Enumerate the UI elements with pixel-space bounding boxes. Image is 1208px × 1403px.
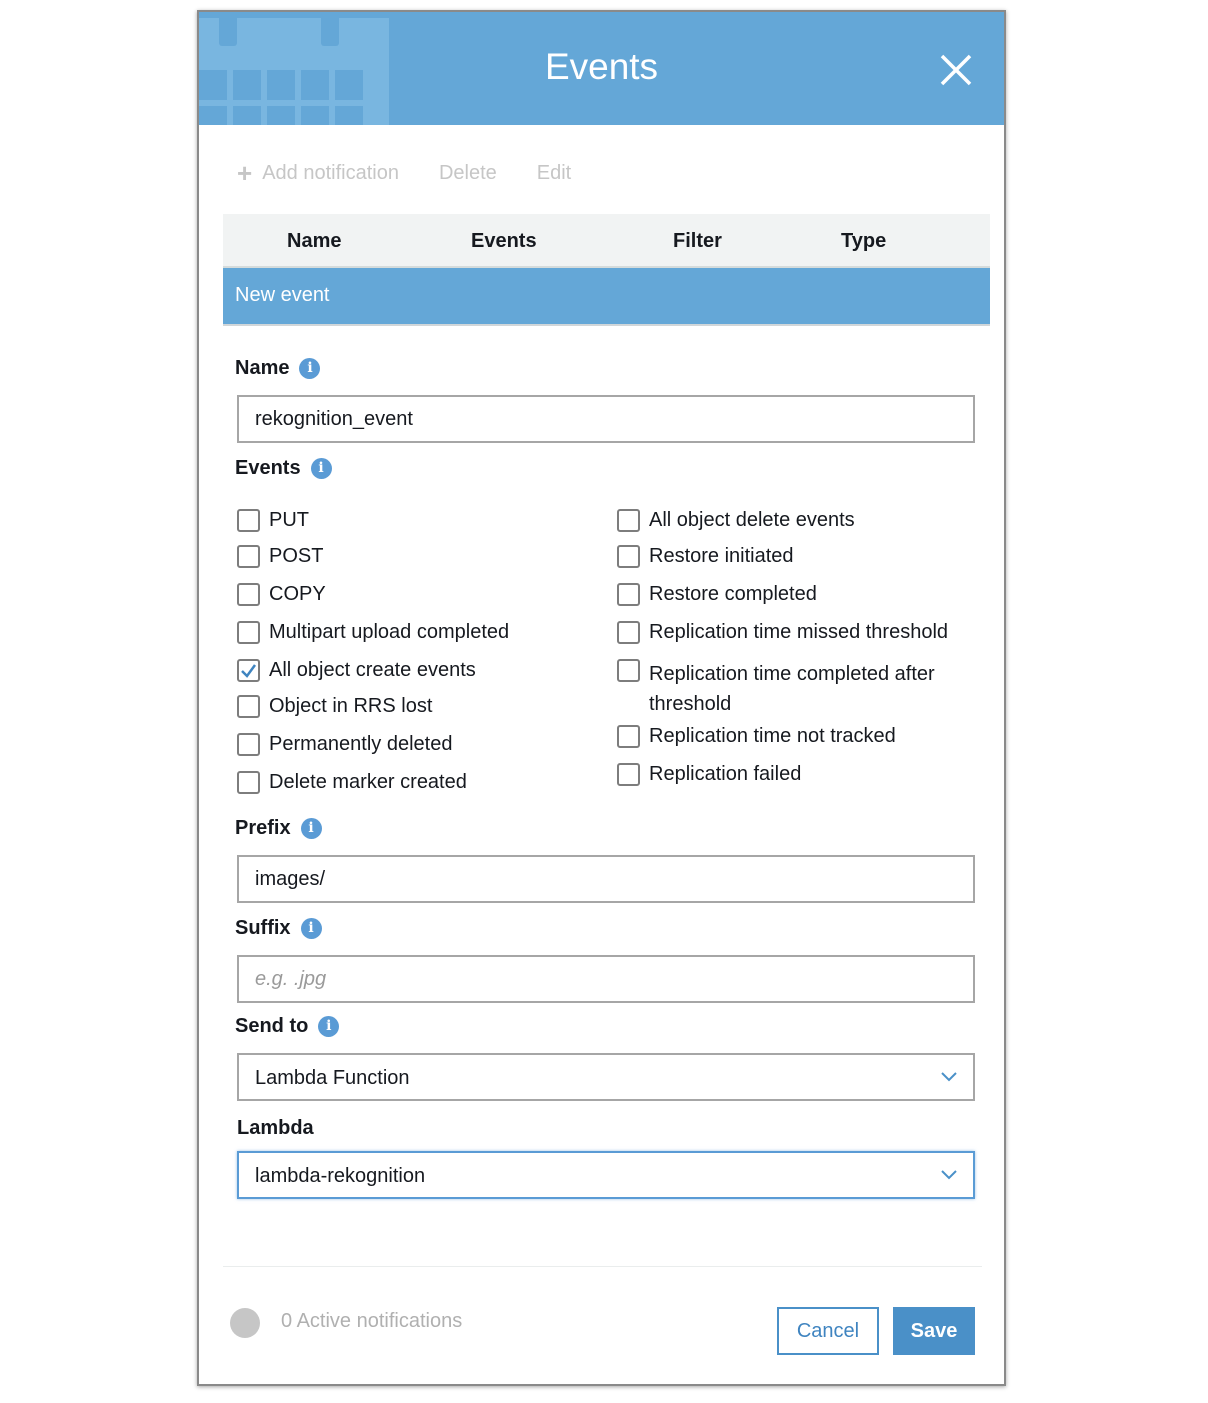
event-checkbox-label: PUT <box>269 509 309 531</box>
column-header-events[interactable]: Events <box>471 230 537 252</box>
dialog-title: Events <box>544 46 659 87</box>
event-checkbox-label: POST <box>269 545 324 567</box>
edit-button[interactable]: Edit <box>536 161 572 184</box>
chevron-down-icon <box>941 1072 957 1082</box>
save-button[interactable]: Save <box>893 1307 975 1355</box>
event-checkbox-row[interactable] <box>617 621 948 644</box>
prefix-label <box>235 817 322 840</box>
event-checkbox-row[interactable] <box>237 771 467 794</box>
checkbox-checked[interactable] <box>237 659 260 682</box>
prefix-input[interactable] <box>237 855 975 903</box>
toolbar <box>237 158 611 188</box>
checkmark-icon <box>239 661 258 680</box>
event-checkbox-row[interactable] <box>617 583 817 606</box>
event-checkbox-row[interactable] <box>617 545 794 568</box>
name-label-text: Name <box>235 357 290 379</box>
footer-divider <box>223 1266 982 1267</box>
lambda-select-value: lambda-rekognition <box>255 1165 426 1187</box>
events-dialog <box>197 10 1006 1386</box>
suffix-label-text: Suffix <box>235 917 291 939</box>
events-label <box>235 457 332 480</box>
checkbox[interactable] <box>237 771 260 794</box>
checkbox[interactable] <box>617 763 640 786</box>
checkbox[interactable] <box>617 659 640 682</box>
info-icon[interactable]: i <box>318 1016 339 1037</box>
send-to-label-text: Send to <box>235 1015 309 1037</box>
lambda-label-text: Lambda <box>237 1117 314 1139</box>
lambda-label <box>237 1117 314 1140</box>
event-checkbox-label: Restore completed <box>649 583 817 605</box>
info-icon[interactable]: i <box>301 818 322 839</box>
event-checkbox-row[interactable] <box>237 733 452 756</box>
event-checkbox-label: All object delete events <box>649 509 855 531</box>
checkbox[interactable] <box>237 583 260 606</box>
event-checkbox-row[interactable] <box>237 659 476 682</box>
event-checkbox-row[interactable] <box>617 725 896 748</box>
event-checkbox-row[interactable] <box>617 763 801 786</box>
column-header-name[interactable]: Name <box>287 230 342 252</box>
checkbox[interactable] <box>237 733 260 756</box>
event-checkbox-row[interactable] <box>237 695 432 718</box>
event-checkbox-label: Replication failed <box>649 763 802 785</box>
checkbox[interactable] <box>237 545 260 568</box>
suffix-input[interactable] <box>237 955 975 1003</box>
column-header-type[interactable]: Type <box>841 230 887 252</box>
event-checkbox-label: Replication time not tracked <box>649 725 896 747</box>
events-label-text: Events <box>235 457 301 479</box>
status-indicator <box>230 1308 260 1338</box>
event-checkbox-label: Replication time completed after threshold <box>649 663 935 715</box>
event-checkbox-row[interactable] <box>237 583 326 606</box>
checkbox[interactable] <box>617 545 640 568</box>
active-notifications-count: 0 Active notifications <box>281 1310 463 1332</box>
lambda-select[interactable] <box>237 1151 975 1199</box>
event-checkbox-label: Replication time missed threshold <box>649 621 949 643</box>
plus-icon: + <box>237 158 253 188</box>
event-checkbox-row[interactable] <box>237 621 509 644</box>
checkbox[interactable] <box>617 583 640 606</box>
checkbox[interactable] <box>617 509 640 532</box>
send-to-select[interactable] <box>237 1053 975 1101</box>
info-icon[interactable]: i <box>299 358 320 379</box>
checkbox[interactable] <box>237 621 260 644</box>
send-to-label <box>235 1015 339 1038</box>
event-checkbox-row[interactable] <box>237 545 323 568</box>
event-checkbox-label: Delete marker created <box>269 771 467 793</box>
delete-button[interactable]: Delete <box>438 161 497 184</box>
event-checkbox-label: Object in RRS lost <box>269 695 433 717</box>
add-notification-button[interactable]: Add notification <box>262 161 399 184</box>
checkbox[interactable] <box>617 621 640 644</box>
name-input[interactable] <box>237 395 975 443</box>
event-checkbox-label: COPY <box>269 583 326 605</box>
event-checkbox-row[interactable] <box>617 659 967 719</box>
info-icon[interactable]: i <box>301 918 322 939</box>
prefix-label-text: Prefix <box>235 817 291 839</box>
name-label <box>235 357 320 380</box>
suffix-label <box>235 917 322 940</box>
send-to-select-value: Lambda Function <box>255 1067 410 1089</box>
table-row-new-event[interactable]: New event <box>223 268 990 326</box>
checkbox[interactable] <box>617 725 640 748</box>
cancel-button[interactable]: Cancel <box>777 1307 879 1355</box>
event-checkbox-label: Restore initiated <box>649 545 794 567</box>
dialog-header <box>199 12 1004 125</box>
event-checkbox-label: Permanently deleted <box>269 733 453 755</box>
event-checkbox-row[interactable] <box>237 509 309 532</box>
chevron-down-icon <box>941 1170 957 1180</box>
column-header-filter[interactable]: Filter <box>673 230 722 252</box>
close-icon[interactable] <box>938 52 974 88</box>
event-checkbox-label: Multipart upload completed <box>269 621 510 643</box>
info-icon[interactable]: i <box>311 458 332 479</box>
event-checkbox-label: All object create events <box>269 659 476 681</box>
notifications-table-header <box>223 214 990 268</box>
checkbox[interactable] <box>237 509 260 532</box>
checkbox[interactable] <box>237 695 260 718</box>
event-checkbox-row[interactable] <box>617 509 855 532</box>
